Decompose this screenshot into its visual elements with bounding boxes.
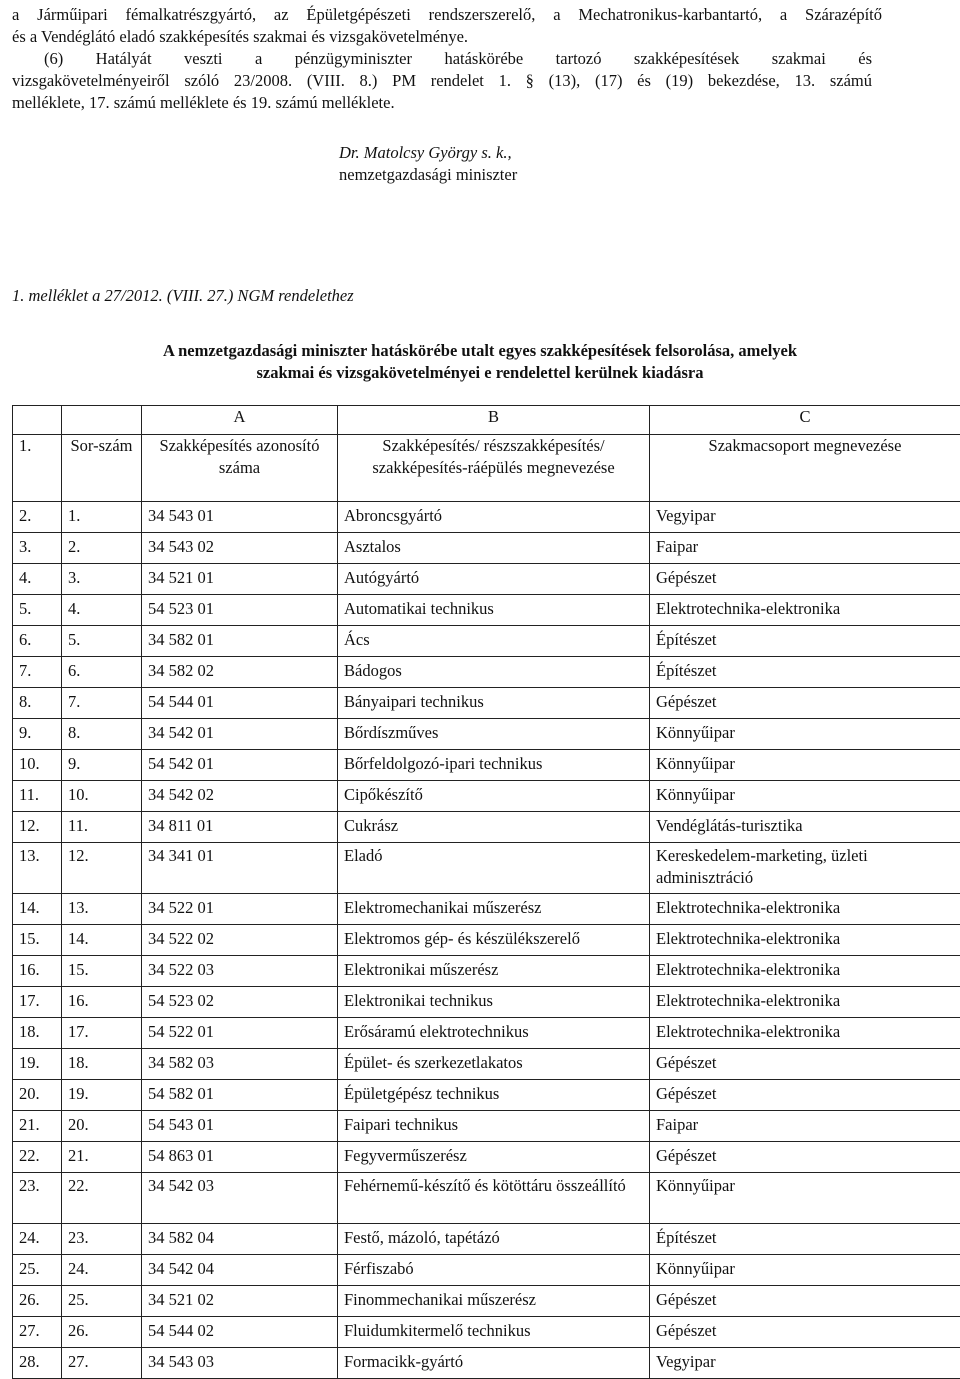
cell-szakmacsoport: Gépészet [650,1049,960,1080]
cell-azonosito: 34 522 03 [142,956,338,987]
cell-szakmacsoport: Elektrotechnika-elektronika [650,925,960,956]
table-row [13,564,960,595]
table-header-row [13,435,960,502]
cell-megnevezes: Eladó [338,843,650,894]
cell-megnevezes: Ács [338,626,650,657]
cell-sorszam: 23. [62,1224,142,1255]
cell-megnevezes: Fluidumkitermelő technikus [338,1317,650,1348]
cell-sorszam: 3. [62,564,142,595]
cell-row-number: 2. [13,502,62,533]
cell-sorszam: 24. [62,1255,142,1286]
cell-sorszam: 6. [62,657,142,688]
cell-azonosito: 34 811 01 [142,812,338,843]
cell-azonosito: 34 521 01 [142,564,338,595]
cell-szakmacsoport: Könnyűipar [650,1173,960,1224]
cell-megnevezes: Bányaipari technikus [338,688,650,719]
table-row [13,533,960,564]
cell-row-number: 17. [13,987,62,1018]
cell-megnevezes: Férfiszabó [338,1255,650,1286]
cell-sorszam: 14. [62,925,142,956]
cell-azonosito: 34 543 02 [142,533,338,564]
cell-sorszam: 4. [62,595,142,626]
table-row [13,894,960,925]
cell-megnevezes: Bádogos [338,657,650,688]
cell-sorszam: 21. [62,1142,142,1173]
cell-szakmacsoport: Gépészet [650,1286,960,1317]
signature-title: nemzetgazdasági miniszter [339,164,517,186]
cell-szakmacsoport: Vendéglátás-turisztika [650,812,960,843]
cell-szakmacsoport: Kereskedelem-marketing, üzleti adminisztráció [650,843,960,894]
column-letter-b: B [338,406,650,435]
cell-row-number: 7. [13,657,62,688]
cell-szakmacsoport: Könnyűipar [650,781,960,812]
header-sorszam-text: Sor-szám [71,436,133,455]
cell-szakmacsoport: Építészet [650,1224,960,1255]
cell-sorszam: 26. [62,1317,142,1348]
cell-azonosito: 54 544 02 [142,1317,338,1348]
table-row [13,750,960,781]
cell-azonosito: 54 542 01 [142,750,338,781]
cell-sorszam: 9. [62,750,142,781]
cell-megnevezes: Cipőkészítő [338,781,650,812]
table-row [13,1317,960,1348]
header-sorszam [62,435,142,502]
cell-azonosito: 54 523 01 [142,595,338,626]
cell-megnevezes: Fegyverműszerész [338,1142,650,1173]
cell-sorszam: 16. [62,987,142,1018]
cell-azonosito: 34 542 04 [142,1255,338,1286]
cell-row-number: 8. [13,688,62,719]
cell-megnevezes: Elektronikai műszerész [338,956,650,987]
cell-row-number: 26. [13,1286,62,1317]
table-row [13,1080,960,1111]
header-azonosito: Szakképesítés azonosító száma [142,435,338,502]
cell-szakmacsoport: Építészet [650,657,960,688]
cell-sorszam: 20. [62,1111,142,1142]
cell-sorszam: 5. [62,626,142,657]
column-letter-a: A [142,406,338,435]
cell-azonosito: 54 522 01 [142,1018,338,1049]
table-row [13,1224,960,1255]
cell-row-number: 23. [13,1173,62,1224]
cell-row-number: 6. [13,626,62,657]
cell-azonosito: 34 542 02 [142,781,338,812]
cell-row-number: 22. [13,1142,62,1173]
cell-sorszam: 2. [62,533,142,564]
intro-paragraph-1-line-2: és a Vendéglátó eladó szakképesítés szakmai és vizsgakövetelménye. [12,26,882,48]
table-row [13,1049,960,1080]
cell-azonosito: 34 582 02 [142,657,338,688]
cell-row-number: 3. [13,533,62,564]
table-body [13,502,960,1379]
cell-azonosito: 34 542 03 [142,1173,338,1224]
cell-szakmacsoport: Elektrotechnika-elektronika [650,894,960,925]
cell-szakmacsoport: Vegyipar [650,502,960,533]
cell-row-number: 16. [13,956,62,987]
column-letter-c: C [650,406,960,435]
cell-row-number: 21. [13,1111,62,1142]
cell-szakmacsoport: Elektrotechnika-elektronika [650,956,960,987]
cell-azonosito: 54 543 01 [142,1111,338,1142]
cell-megnevezes: Erősáramú elektrotechnikus [338,1018,650,1049]
cell-row-number: 4. [13,564,62,595]
cell-row-number: 15. [13,925,62,956]
table-row [13,1142,960,1173]
cell-szakmacsoport: Faipar [650,1111,960,1142]
cell-megnevezes: Abroncsgyártó [338,502,650,533]
header-szakmacsoport: Szakmacsoport megnevezése [650,435,960,502]
qualifications-table [12,405,960,1379]
cell-sorszam: 25. [62,1286,142,1317]
cell-sorszam: 22. [62,1173,142,1224]
cell-azonosito: 34 543 01 [142,502,338,533]
cell-szakmacsoport: Könnyűipar [650,719,960,750]
document-heading: A nemzetgazdasági miniszter hatáskörébe utalt egyes szakképesítések felsorolása, amelyek szakmai és vizsgakövetelményei e rendelettel kerülnek kiadásra [150,340,810,384]
cell-megnevezes: Faipari technikus [338,1111,650,1142]
cell-szakmacsoport: Könnyűipar [650,1255,960,1286]
table-row [13,688,960,719]
cell-azonosito: 54 582 01 [142,1080,338,1111]
annex-reference: 1. melléklet a 27/2012. (VIII. 27.) NGM rendelethez [12,285,354,307]
cell-sorszam: 1. [62,502,142,533]
cell-megnevezes: Festő, mázoló, tapétázó [338,1224,650,1255]
cell-sorszam: 11. [62,812,142,843]
table-row [13,1173,960,1224]
table-row [13,719,960,750]
column-letter-empty-1 [13,406,62,435]
cell-azonosito: 34 582 04 [142,1224,338,1255]
cell-azonosito: 34 522 02 [142,925,338,956]
cell-szakmacsoport: Gépészet [650,1142,960,1173]
table-row [13,987,960,1018]
cell-sorszam: 7. [62,688,142,719]
column-letter-row [13,406,960,435]
table-row [13,843,960,894]
table-row [13,1348,960,1379]
cell-azonosito: 34 582 03 [142,1049,338,1080]
cell-megnevezes: Elektronikai technikus [338,987,650,1018]
table-row [13,595,960,626]
cell-sorszam: 12. [62,843,142,894]
cell-azonosito: 34 542 01 [142,719,338,750]
cell-sorszam: 8. [62,719,142,750]
cell-row-number: 28. [13,1348,62,1379]
cell-row-number: 27. [13,1317,62,1348]
cell-szakmacsoport: Gépészet [650,688,960,719]
table-row [13,1255,960,1286]
cell-azonosito: 54 863 01 [142,1142,338,1173]
cell-azonosito: 34 341 01 [142,843,338,894]
cell-szakmacsoport: Faipar [650,533,960,564]
cell-megnevezes: Automatikai technikus [338,595,650,626]
cell-row-number: 24. [13,1224,62,1255]
intro-paragraph-2-line-1: (6) Hatályát veszti a pénzügyminiszter hatáskörébe tartozó szakképesítések szakmai és [44,48,872,70]
cell-szakmacsoport: Könnyűipar [650,750,960,781]
intro-paragraph-2-line-2: vizsgakövetelményeiről szóló 23/2008. (VIII. 8.) PM rendelet 1. § (13), (17) és (19) bekezdése, 13. számú [12,70,872,92]
cell-row-number: 20. [13,1080,62,1111]
table-row [13,626,960,657]
cell-azonosito: 54 523 02 [142,987,338,1018]
table-row [13,1018,960,1049]
cell-megnevezes: Bőrdíszműves [338,719,650,750]
cell-row-number: 10. [13,750,62,781]
cell-szakmacsoport: Gépészet [650,564,960,595]
cell-megnevezes: Formacikk-gyártó [338,1348,650,1379]
table-row [13,781,960,812]
cell-row-number: 19. [13,1049,62,1080]
signature-name: Dr. Matolcsy György s. k., [339,142,512,164]
intro-paragraph-2-line-3: melléklete, 17. számú melléklete és 19. számú melléklete. [12,92,872,114]
table-row [13,1111,960,1142]
cell-szakmacsoport: Gépészet [650,1317,960,1348]
cell-sorszam: 10. [62,781,142,812]
table-row [13,812,960,843]
cell-megnevezes: Asztalos [338,533,650,564]
cell-megnevezes: Fehérnemű-készítő és kötöttáru összeállító [338,1173,650,1224]
cell-megnevezes: Elektromechanikai műszerész [338,894,650,925]
cell-row-number: 12. [13,812,62,843]
cell-row-number: 14. [13,894,62,925]
table-row [13,1286,960,1317]
cell-megnevezes: Elektromos gép- és készülékszerelő [338,925,650,956]
cell-szakmacsoport: Elektrotechnika-elektronika [650,595,960,626]
cell-row-number: 13. [13,843,62,894]
cell-azonosito: 34 521 02 [142,1286,338,1317]
table-row [13,502,960,533]
cell-sorszam: 19. [62,1080,142,1111]
column-letter-empty-2 [62,406,142,435]
cell-szakmacsoport: Elektrotechnika-elektronika [650,1018,960,1049]
cell-azonosito: 54 544 01 [142,688,338,719]
cell-sorszam: 27. [62,1348,142,1379]
cell-szakmacsoport: Elektrotechnika-elektronika [650,987,960,1018]
cell-szakmacsoport: Gépészet [650,1080,960,1111]
cell-megnevezes: Autógyártó [338,564,650,595]
table-row [13,657,960,688]
header-row-number: 1. [13,435,62,502]
cell-szakmacsoport: Vegyipar [650,1348,960,1379]
cell-megnevezes: Cukrász [338,812,650,843]
cell-row-number: 11. [13,781,62,812]
cell-sorszam: 15. [62,956,142,987]
cell-azonosito: 34 582 01 [142,626,338,657]
cell-azonosito: 34 543 03 [142,1348,338,1379]
cell-sorszam: 13. [62,894,142,925]
cell-row-number: 9. [13,719,62,750]
cell-row-number: 18. [13,1018,62,1049]
cell-szakmacsoport: Építészet [650,626,960,657]
cell-megnevezes: Bőrfeldolgozó-ipari technikus [338,750,650,781]
table-row [13,956,960,987]
header-megnevezes: Szakképesítés/ részszakképesítés/ szakképesítés-ráépülés megnevezése [338,435,650,502]
intro-paragraph-1-line-1: a Járműipari fémalkatrészgyártó, az Épületgépészeti rendszerszerelő, a Mechatronikus-karbantartó, a Szárazépítő [12,4,882,26]
cell-sorszam: 17. [62,1018,142,1049]
cell-azonosito: 34 522 01 [142,894,338,925]
table-row [13,925,960,956]
cell-megnevezes: Finommechanikai műszerész [338,1286,650,1317]
cell-megnevezes: Épület- és szerkezetlakatos [338,1049,650,1080]
cell-row-number: 5. [13,595,62,626]
cell-megnevezes: Épületgépész technikus [338,1080,650,1111]
cell-sorszam: 18. [62,1049,142,1080]
cell-row-number: 25. [13,1255,62,1286]
